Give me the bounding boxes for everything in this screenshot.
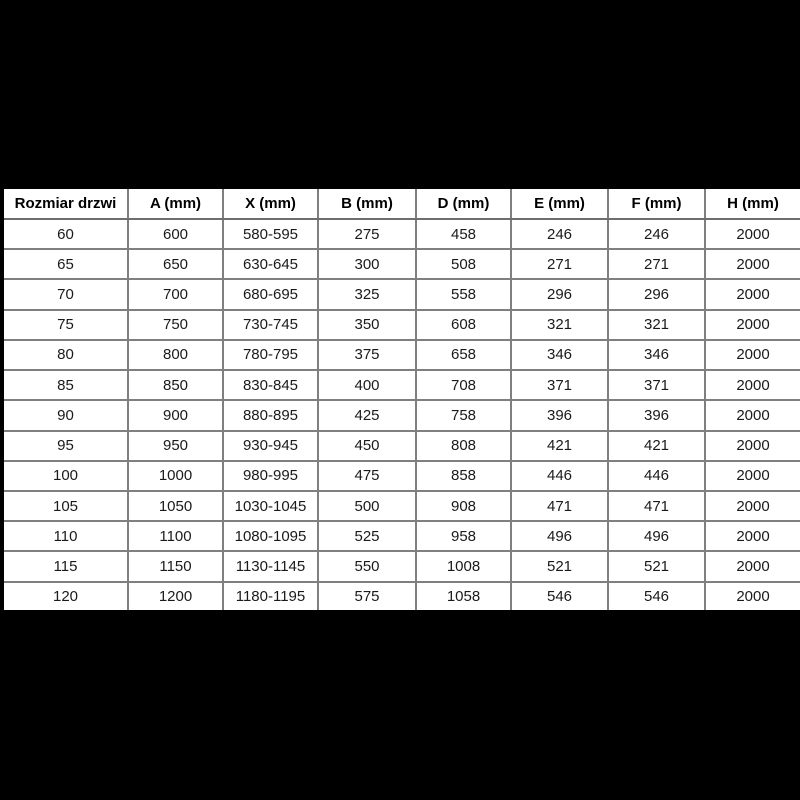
table-cell: 75 (2, 310, 128, 340)
table-cell: 858 (416, 461, 511, 491)
table-cell: 65 (2, 249, 128, 279)
size-table-body (2, 219, 800, 612)
column-header-6: F (mm) (608, 187, 705, 219)
table-cell: 246 (608, 219, 705, 249)
table-cell: 2000 (705, 491, 800, 521)
table-cell: 1130-1145 (223, 551, 318, 581)
table-cell: 475 (318, 461, 416, 491)
table-cell: 60 (2, 219, 128, 249)
table-cell: 471 (608, 491, 705, 521)
table-cell: 650 (128, 249, 223, 279)
table-cell: 371 (511, 370, 608, 400)
table-cell: 1008 (416, 551, 511, 581)
table-cell: 2000 (705, 582, 800, 612)
table-cell: 100 (2, 461, 128, 491)
table-cell: 900 (128, 400, 223, 430)
table-cell: 1030-1045 (223, 491, 318, 521)
table-cell: 521 (511, 551, 608, 581)
size-table-header (2, 187, 800, 219)
table-cell: 2000 (705, 370, 800, 400)
table-cell: 546 (511, 582, 608, 612)
table-cell: 850 (128, 370, 223, 400)
size-table (0, 185, 800, 614)
table-cell: 70 (2, 279, 128, 309)
table-cell: 2000 (705, 431, 800, 461)
table-cell: 1080-1095 (223, 521, 318, 551)
column-header-3: B (mm) (318, 187, 416, 219)
table-row (2, 491, 800, 521)
table-cell: 600 (128, 219, 223, 249)
table-cell: 750 (128, 310, 223, 340)
table-cell: 550 (318, 551, 416, 581)
table-cell: 371 (608, 370, 705, 400)
table-cell: 425 (318, 400, 416, 430)
table-cell: 880-895 (223, 400, 318, 430)
table-cell: 630-645 (223, 249, 318, 279)
table-cell: 2000 (705, 340, 800, 370)
table-cell: 2000 (705, 521, 800, 551)
table-cell: 680-695 (223, 279, 318, 309)
table-cell: 450 (318, 431, 416, 461)
table-cell: 1200 (128, 582, 223, 612)
table-cell: 1058 (416, 582, 511, 612)
header-row (2, 187, 800, 219)
table-row (2, 521, 800, 551)
table-cell: 830-845 (223, 370, 318, 400)
table-cell: 458 (416, 219, 511, 249)
table-cell: 296 (511, 279, 608, 309)
table-cell: 296 (608, 279, 705, 309)
table-cell: 558 (416, 279, 511, 309)
table-row (2, 340, 800, 370)
table-row (2, 461, 800, 491)
table-cell: 446 (608, 461, 705, 491)
column-header-2: X (mm) (223, 187, 318, 219)
table-cell: 950 (128, 431, 223, 461)
table-cell: 421 (608, 431, 705, 461)
table-cell: 1050 (128, 491, 223, 521)
table-cell: 2000 (705, 249, 800, 279)
table-cell: 2000 (705, 279, 800, 309)
table-cell: 700 (128, 279, 223, 309)
table-cell: 730-745 (223, 310, 318, 340)
table-row (2, 400, 800, 430)
column-header-4: D (mm) (416, 187, 511, 219)
table-cell: 246 (511, 219, 608, 249)
table-cell: 521 (608, 551, 705, 581)
table-cell: 1000 (128, 461, 223, 491)
table-cell: 346 (511, 340, 608, 370)
table-cell: 321 (511, 310, 608, 340)
table-cell: 471 (511, 491, 608, 521)
table-cell: 346 (608, 340, 705, 370)
table-cell: 120 (2, 582, 128, 612)
table-cell: 908 (416, 491, 511, 521)
table-cell: 808 (416, 431, 511, 461)
table-cell: 496 (608, 521, 705, 551)
size-table-container (0, 185, 800, 614)
table-cell: 980-995 (223, 461, 318, 491)
table-cell: 758 (416, 400, 511, 430)
table-cell: 2000 (705, 400, 800, 430)
table-row (2, 310, 800, 340)
table-cell: 508 (416, 249, 511, 279)
table-cell: 321 (608, 310, 705, 340)
table-cell: 350 (318, 310, 416, 340)
table-row (2, 431, 800, 461)
table-cell: 575 (318, 582, 416, 612)
table-cell: 1100 (128, 521, 223, 551)
table-cell: 580-595 (223, 219, 318, 249)
table-cell: 115 (2, 551, 128, 581)
table-cell: 400 (318, 370, 416, 400)
table-cell: 658 (416, 340, 511, 370)
table-row (2, 370, 800, 400)
table-cell: 2000 (705, 461, 800, 491)
table-row (2, 249, 800, 279)
table-cell: 958 (416, 521, 511, 551)
column-header-1: A (mm) (128, 187, 223, 219)
table-cell: 396 (608, 400, 705, 430)
table-cell: 2000 (705, 310, 800, 340)
table-cell: 500 (318, 491, 416, 521)
table-cell: 300 (318, 249, 416, 279)
table-cell: 2000 (705, 551, 800, 581)
table-cell: 105 (2, 491, 128, 521)
table-cell: 446 (511, 461, 608, 491)
table-cell: 800 (128, 340, 223, 370)
table-row (2, 551, 800, 581)
table-cell: 85 (2, 370, 128, 400)
table-cell: 271 (511, 249, 608, 279)
table-cell: 780-795 (223, 340, 318, 370)
table-row (2, 219, 800, 249)
table-cell: 1150 (128, 551, 223, 581)
table-cell: 396 (511, 400, 608, 430)
column-header-0: Rozmiar drzwi (2, 187, 128, 219)
table-cell: 1180-1195 (223, 582, 318, 612)
table-cell: 608 (416, 310, 511, 340)
table-cell: 496 (511, 521, 608, 551)
table-cell: 2000 (705, 219, 800, 249)
table-cell: 546 (608, 582, 705, 612)
table-cell: 110 (2, 521, 128, 551)
table-cell: 525 (318, 521, 416, 551)
table-cell: 375 (318, 340, 416, 370)
table-cell: 90 (2, 400, 128, 430)
table-cell: 708 (416, 370, 511, 400)
table-cell: 80 (2, 340, 128, 370)
column-header-5: E (mm) (511, 187, 608, 219)
table-row (2, 279, 800, 309)
table-cell: 325 (318, 279, 416, 309)
table-cell: 421 (511, 431, 608, 461)
table-row (2, 582, 800, 612)
table-cell: 275 (318, 219, 416, 249)
table-cell: 271 (608, 249, 705, 279)
table-cell: 930-945 (223, 431, 318, 461)
table-cell: 95 (2, 431, 128, 461)
column-header-7: H (mm) (705, 187, 800, 219)
